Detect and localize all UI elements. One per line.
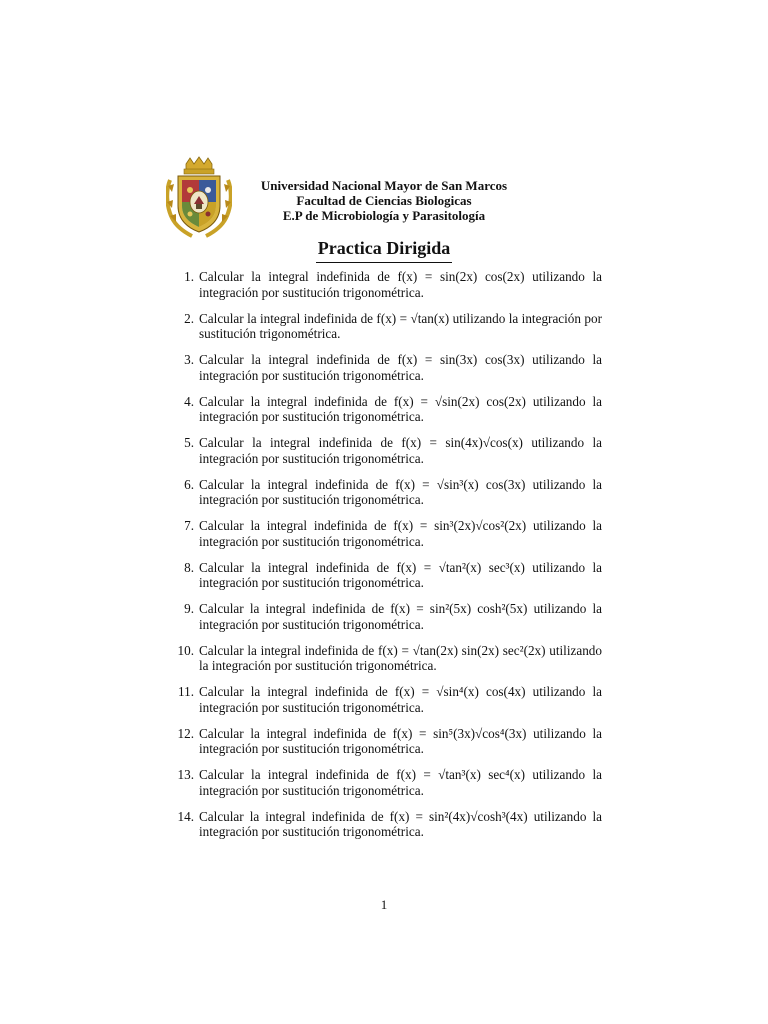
problem-item	[172, 809, 602, 840]
problem-text: Calcular la integral indefinida de f(x) = √sin⁴(x) cos(4x) utilizando la integración por sustitución trigonométrica.	[199, 684, 602, 715]
problem-item	[172, 477, 602, 508]
problem-text: Calcular la integral indefinida de f(x) = √tan(2x) sin(2x) sec²(2x) utilizando la integración por sustitución trigonométrica.	[199, 642, 602, 673]
problem-number: 9.	[184, 601, 194, 616]
problem-item	[172, 311, 602, 342]
problem-number: 12.	[177, 725, 194, 741]
problem-number: 4.	[184, 393, 194, 409]
problem-text: Calcular la integral indefinida de f(x) = √sin³(x) cos(3x) utilizando la integración por sustitución trigonométrica.	[199, 476, 602, 507]
problem-item	[172, 643, 602, 674]
problem-number: 5.	[184, 435, 194, 450]
problem-item	[172, 684, 602, 715]
problem-number: 11.	[178, 684, 194, 699]
problem-text: Calcular la integral indefinida de f(x) = √tan(x) utilizando la integración por sustitución trigonométrica.	[199, 310, 602, 341]
problem-text: Calcular la integral indefinida de f(x) = sin(3x) cos(3x) utilizando la integración por sustitución trigonométrica.	[199, 352, 602, 383]
problem-item	[172, 601, 602, 632]
problem-number: 10.	[177, 642, 194, 658]
problem-item	[172, 435, 602, 466]
problem-text: Calcular la integral indefinida de f(x) = √sin(2x) cos(2x) utilizando la integración por sustitución trigonométrica.	[199, 393, 602, 424]
problem-text: Calcular la integral indefinida de f(x) = √tan²(x) sec³(x) utilizando la integración por sustitución trigonométrica.	[199, 559, 602, 590]
problem-number: 1.	[184, 269, 194, 284]
problem-text: Calcular la integral indefinida de f(x) = sin²(5x) cosh²(5x) utilizando la integración por sustitución trigonométrica.	[199, 601, 602, 632]
problem-text: Calcular la integral indefinida de f(x) = sin⁵(3x)√cos⁴(3x) utilizando la integración por sustitución trigonométrica.	[199, 725, 602, 756]
university-name: Universidad Nacional Mayor de San Marcos	[260, 178, 508, 193]
university-crest-icon	[166, 156, 232, 238]
problem-text: Calcular la integral indefinida de f(x) = sin²(4x)√cosh³(4x) utilizando la integración por sustitución trigonométrica.	[199, 808, 602, 839]
problem-number: 7.	[184, 518, 194, 533]
title-text: Practica Dirigida	[316, 238, 452, 263]
problem-list	[172, 269, 602, 850]
problem-item	[172, 767, 602, 798]
problem-text: Calcular la integral indefinida de f(x) = sin(4x)√cos(x) utilizando la integración por sustitución trigonométrica.	[199, 435, 602, 466]
problem-number: 6.	[184, 476, 194, 492]
problem-item	[172, 352, 602, 383]
document-header	[234, 178, 534, 223]
problem-number: 8.	[184, 559, 194, 575]
problem-item	[172, 518, 602, 549]
faculty-name: Facultad de Ciencias Biologicas	[296, 193, 472, 208]
problem-number: 2.	[184, 310, 194, 326]
problem-item	[172, 726, 602, 757]
problem-item	[172, 269, 602, 300]
document-title	[234, 238, 534, 263]
problem-text: Calcular la integral indefinida de f(x) = √tan³(x) sec⁴(x) utilizando la integración por sustitución trigonométrica.	[199, 767, 602, 798]
problem-number: 14.	[177, 808, 194, 824]
problem-text: Calcular la integral indefinida de f(x) = sin(2x) cos(2x) utilizando la integración por sustitución trigonométrica.	[199, 269, 602, 300]
problem-item	[172, 394, 602, 425]
school-name: E.P de Microbiología y Parasitología	[282, 208, 486, 223]
problem-number: 13.	[177, 767, 194, 782]
problem-item	[172, 560, 602, 591]
page-number: 1	[380, 897, 388, 912]
problem-number: 3.	[184, 352, 194, 367]
problem-text: Calcular la integral indefinida de f(x) = sin³(2x)√cos²(2x) utilizando la integración por sustitución trigonométrica.	[199, 518, 602, 549]
